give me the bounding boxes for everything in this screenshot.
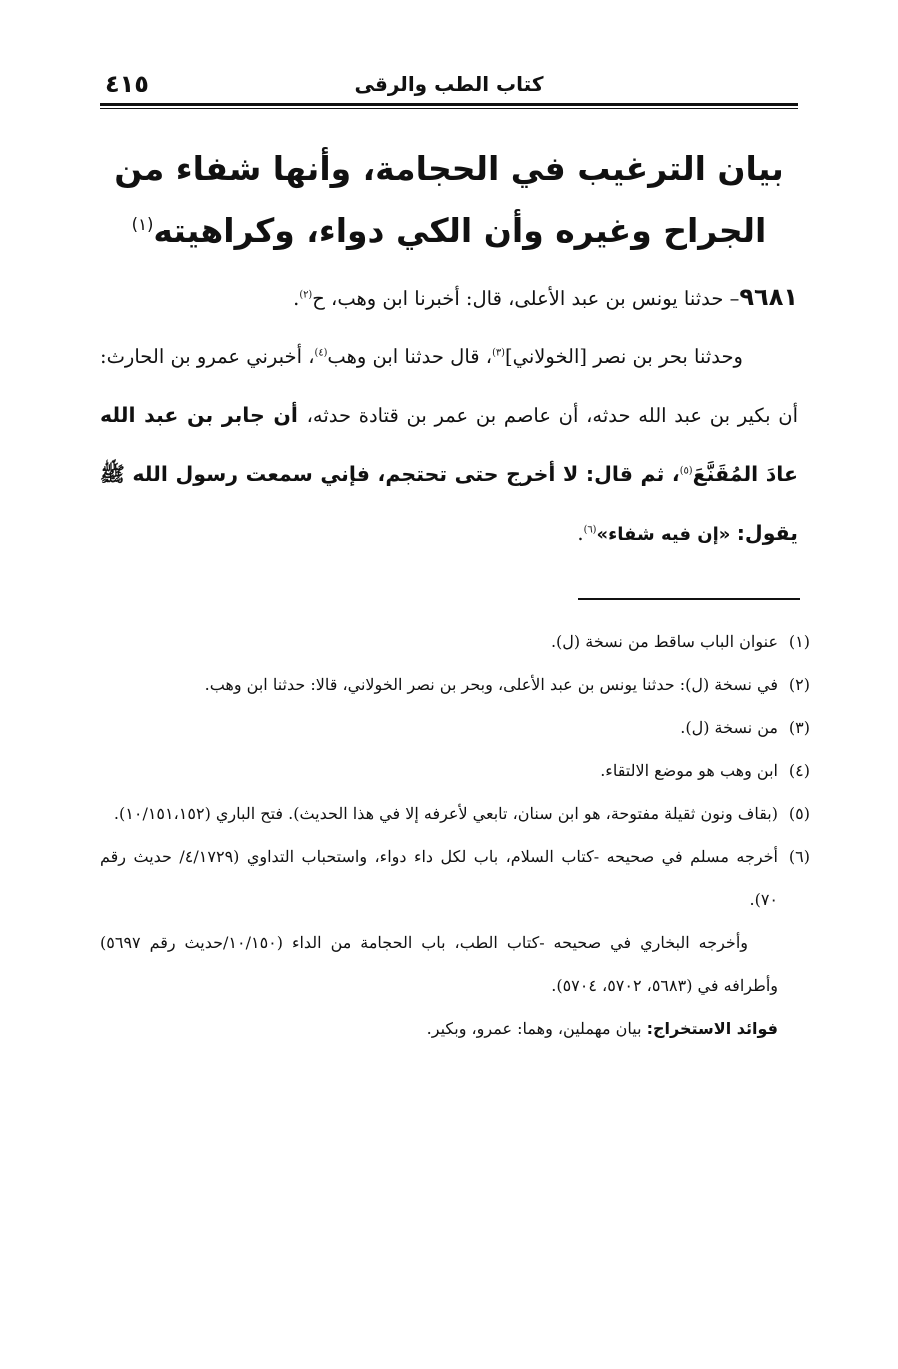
hadith-matn-a: أن جابر بن عبد الله عادَ المُقَنَّعَ <box>100 403 798 486</box>
footnote-5-mark: (٥) <box>788 804 810 823</box>
hadith-matn-b: ، ثم قال: لا أخرج حتى تحتجم، فإني سمعت رسول الله ﷺ يقول: <box>100 462 798 545</box>
footnote-4-mark: (٤) <box>788 761 810 780</box>
hadith-isnad-2b: ، قال حدثنا ابن وهب <box>327 345 493 368</box>
footnote-3 <box>100 706 810 749</box>
footnote-1 <box>100 620 810 663</box>
footnote-3-text: من نسخة (ل). <box>680 718 778 737</box>
benefits-label: فوائد الاستخراج: <box>646 1019 778 1038</box>
hadith-body <box>100 268 798 564</box>
footnote-5-text: (بقاف ونون ثقيلة مفتوحة، هو ابن سنان، تابعي لأعرفه إلا في هذا الحديث). فتح الباري (١٠/١٥١،١٥٢). <box>113 804 778 823</box>
header-rule <box>100 103 798 106</box>
footnote-1-mark: (١) <box>788 632 810 651</box>
footnote-mark-6: (٦) <box>583 524 597 536</box>
footnote-2-text: في نسخة (ل): حدثنا يونس بن عبد الأعلى، وبحر بن نصر الخولاني، قالا: حدثنا ابن وهب. <box>204 675 778 694</box>
benefits-text: بيان مهملين، وهما: عمرو، وبكير. <box>426 1019 647 1038</box>
hadith-second-paragraph <box>100 328 798 564</box>
footnote-2-mark: (٢) <box>788 675 810 694</box>
footnote-6 <box>100 835 810 921</box>
footnote-6-extra-text: وأخرجه البخاري في صحيحه -كتاب الطب، باب الحجامة من الداء (١٠/١٥٠/حديث رقم ٥٦٩٧) وأطرافه في (٥٦٨٣، ٥٧٠٢، ٥٧٠٤). <box>100 933 778 995</box>
footnote-4 <box>100 749 810 792</box>
footnote-6-mark: (٦) <box>788 847 810 866</box>
footnote-4-text: ابن وهب هو موضع الالتقاء. <box>600 761 778 780</box>
hadith-isnad-2c: ، أخبرني عمرو بن الحارث: أن بكير بن عبد الله حدثه، أن عاصم بن عمر بن قتادة حدثه، <box>100 345 799 427</box>
footnote-2 <box>100 663 810 706</box>
chapter-title <box>88 138 810 262</box>
hadith-quote: «إن فيه شفاء» <box>596 524 737 545</box>
header-rule-thin <box>100 108 798 109</box>
hadith-number: ٩٦٨١ <box>739 283 798 311</box>
footnote-3-mark: (٣) <box>788 718 810 737</box>
footnotes <box>100 620 810 1050</box>
hadith-line1-end: . <box>293 287 300 310</box>
chapter-footnote-mark: (١) <box>131 215 154 234</box>
footnote-1-text: عنوان الباب ساقط من نسخة (ل). <box>550 632 778 651</box>
footnote-mark-3: (٣) <box>492 347 505 359</box>
footnote-mark-4: (٤) <box>314 347 328 359</box>
footnote-6-continuation <box>100 921 810 1007</box>
hadith-isnad-2a: وحدثنا بحر بن نصر [الخولاني] <box>504 345 743 368</box>
page-number: ٤١٥ <box>105 70 149 98</box>
footnote-separator <box>578 598 800 600</box>
footnote-6-text: أخرجه مسلم في صحيحه -كتاب السلام، باب لكل داء دواء، واستحباب التداوي (٤/١٧٢٩/ حديث رقم ٧٠). <box>100 847 778 909</box>
footnote-mark-5: (٥) <box>679 465 693 477</box>
hadith-first-line <box>100 268 798 328</box>
hadith-end: . <box>577 522 584 545</box>
header-title: كتاب الطب والرقى <box>354 72 544 96</box>
running-header <box>105 70 793 106</box>
footnote-mark-2: (٢) <box>299 289 313 301</box>
hadith-isnad-1: – حدثنا يونس بن عبد الأعلى، قال: أخبرنا ابن وهب، ح <box>312 287 740 310</box>
extraction-benefits <box>100 1007 810 1050</box>
chapter-title-text: بيان الترغيب في الحجامة، وأنها شفاء من الجراح وغيره وأن الكي دواء، وكراهيته <box>114 149 784 250</box>
footnote-5 <box>100 792 810 835</box>
